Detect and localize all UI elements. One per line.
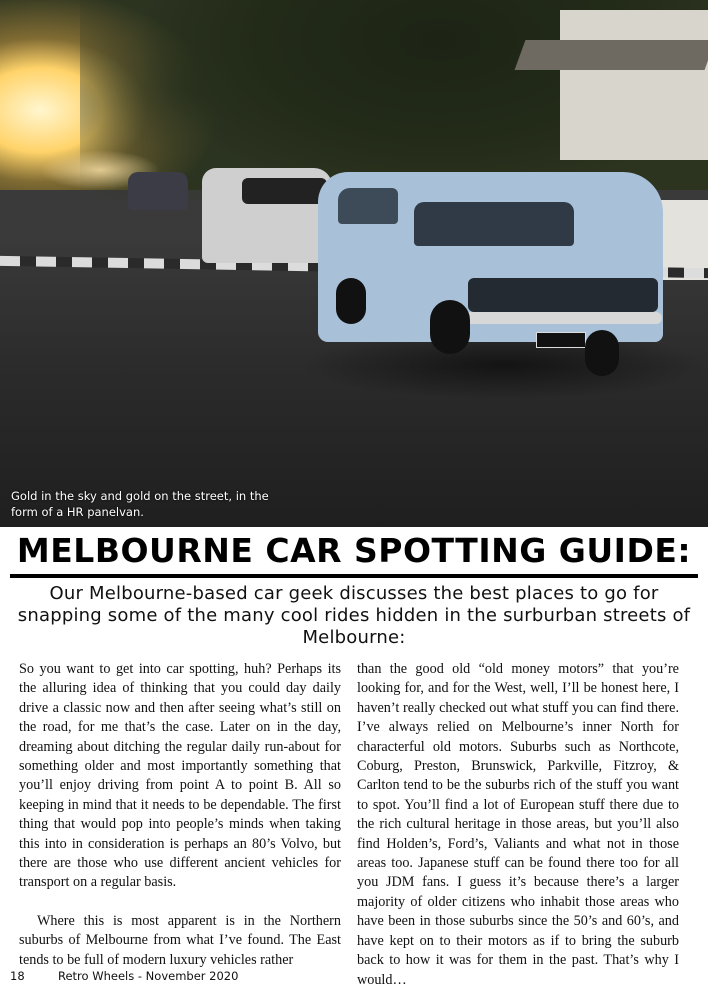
- body-column-right: [357, 660, 679, 990]
- van-bumper: [446, 312, 662, 324]
- body-paragraph: Where this is most apparent is in the Northern suburbs of Melbourne from what I’ve found. The East tends to be full of modern luxury vehicles rather: [19, 912, 341, 968]
- van-right-wheel: [585, 330, 619, 376]
- van-windscreen: [414, 202, 574, 246]
- van-number-plate: [536, 332, 586, 348]
- body-column-left: [19, 660, 341, 970]
- hr-panelvan: [318, 172, 663, 342]
- parked-suv: [202, 168, 332, 263]
- photo-caption: Gold in the sky and gold on the street, in the form of a HR panelvan.: [11, 489, 269, 519]
- body-paragraph: than the good old “old money motors” that you’re looking for, and for the West, well, I’ll be honest here, I haven’t really checked out what stuff you can find there. I’ve always relied on Melbourne’s inner North for characterful old motors. Suburbs such as Northcote, Coburg, Preston, Brunswick, Parkville, Fitzroy, & Carlton tend to be the suburbs rich of the stuff you want to spot. You’ll find a lot of European stuff there due to the rich cultural heritage in those areas, but you’ll also find Holden’s, Ford’s, Valiants and what not in those areas too. Japanese stuff can be found there too for all you JDM fans. I guess it’s because there’s a larger majority of older citizens who inhabit those areas who have been in those suburbs since the 50’s and 60’s, and have kept on to their motors as if to bring the suburb back to how it was for them in the past. That’s why I would…: [357, 661, 679, 988]
- publication-name: Retro Wheels - November 2020: [58, 969, 239, 983]
- van-side-window: [338, 188, 398, 224]
- article-subtitle: Our Melbourne-based car geek discusses the best places to go for snapping some of the many cool rides hidden in the surburban streets of Melbourne:: [17, 583, 691, 648]
- page-footer: [10, 969, 410, 983]
- suv-windscreen: [242, 178, 327, 204]
- body-paragraph: So you want to get into car spotting, huh? Perhaps its the alluring idea of thinking that you could day daily drive a classic now and then after seeing what’s still on the road, for me that’s the case. Later on in the day, dreaming about ditching the regular daily run-about for something older and most importantly something that you’ll enjoy driving from point A to point B. All so keeping in mind that it needs to be dependable. The first thing that would pop into people’s minds when taking this into in consideration is perhaps an 80’s Volvo, but there are those who use different ancient vehicles for transport on a regular basis.: [19, 661, 341, 891]
- parked-sedan: [128, 172, 188, 210]
- house: [560, 10, 708, 160]
- title-rule: [10, 574, 698, 578]
- van-rear-wheel: [336, 278, 366, 324]
- house-roof: [515, 40, 708, 70]
- van-front-wheel: [430, 300, 470, 354]
- page-number: 18: [10, 969, 25, 983]
- article-title: MELBOURNE CAR SPOTTING GUIDE:: [16, 531, 692, 570]
- van-grille: [468, 278, 658, 312]
